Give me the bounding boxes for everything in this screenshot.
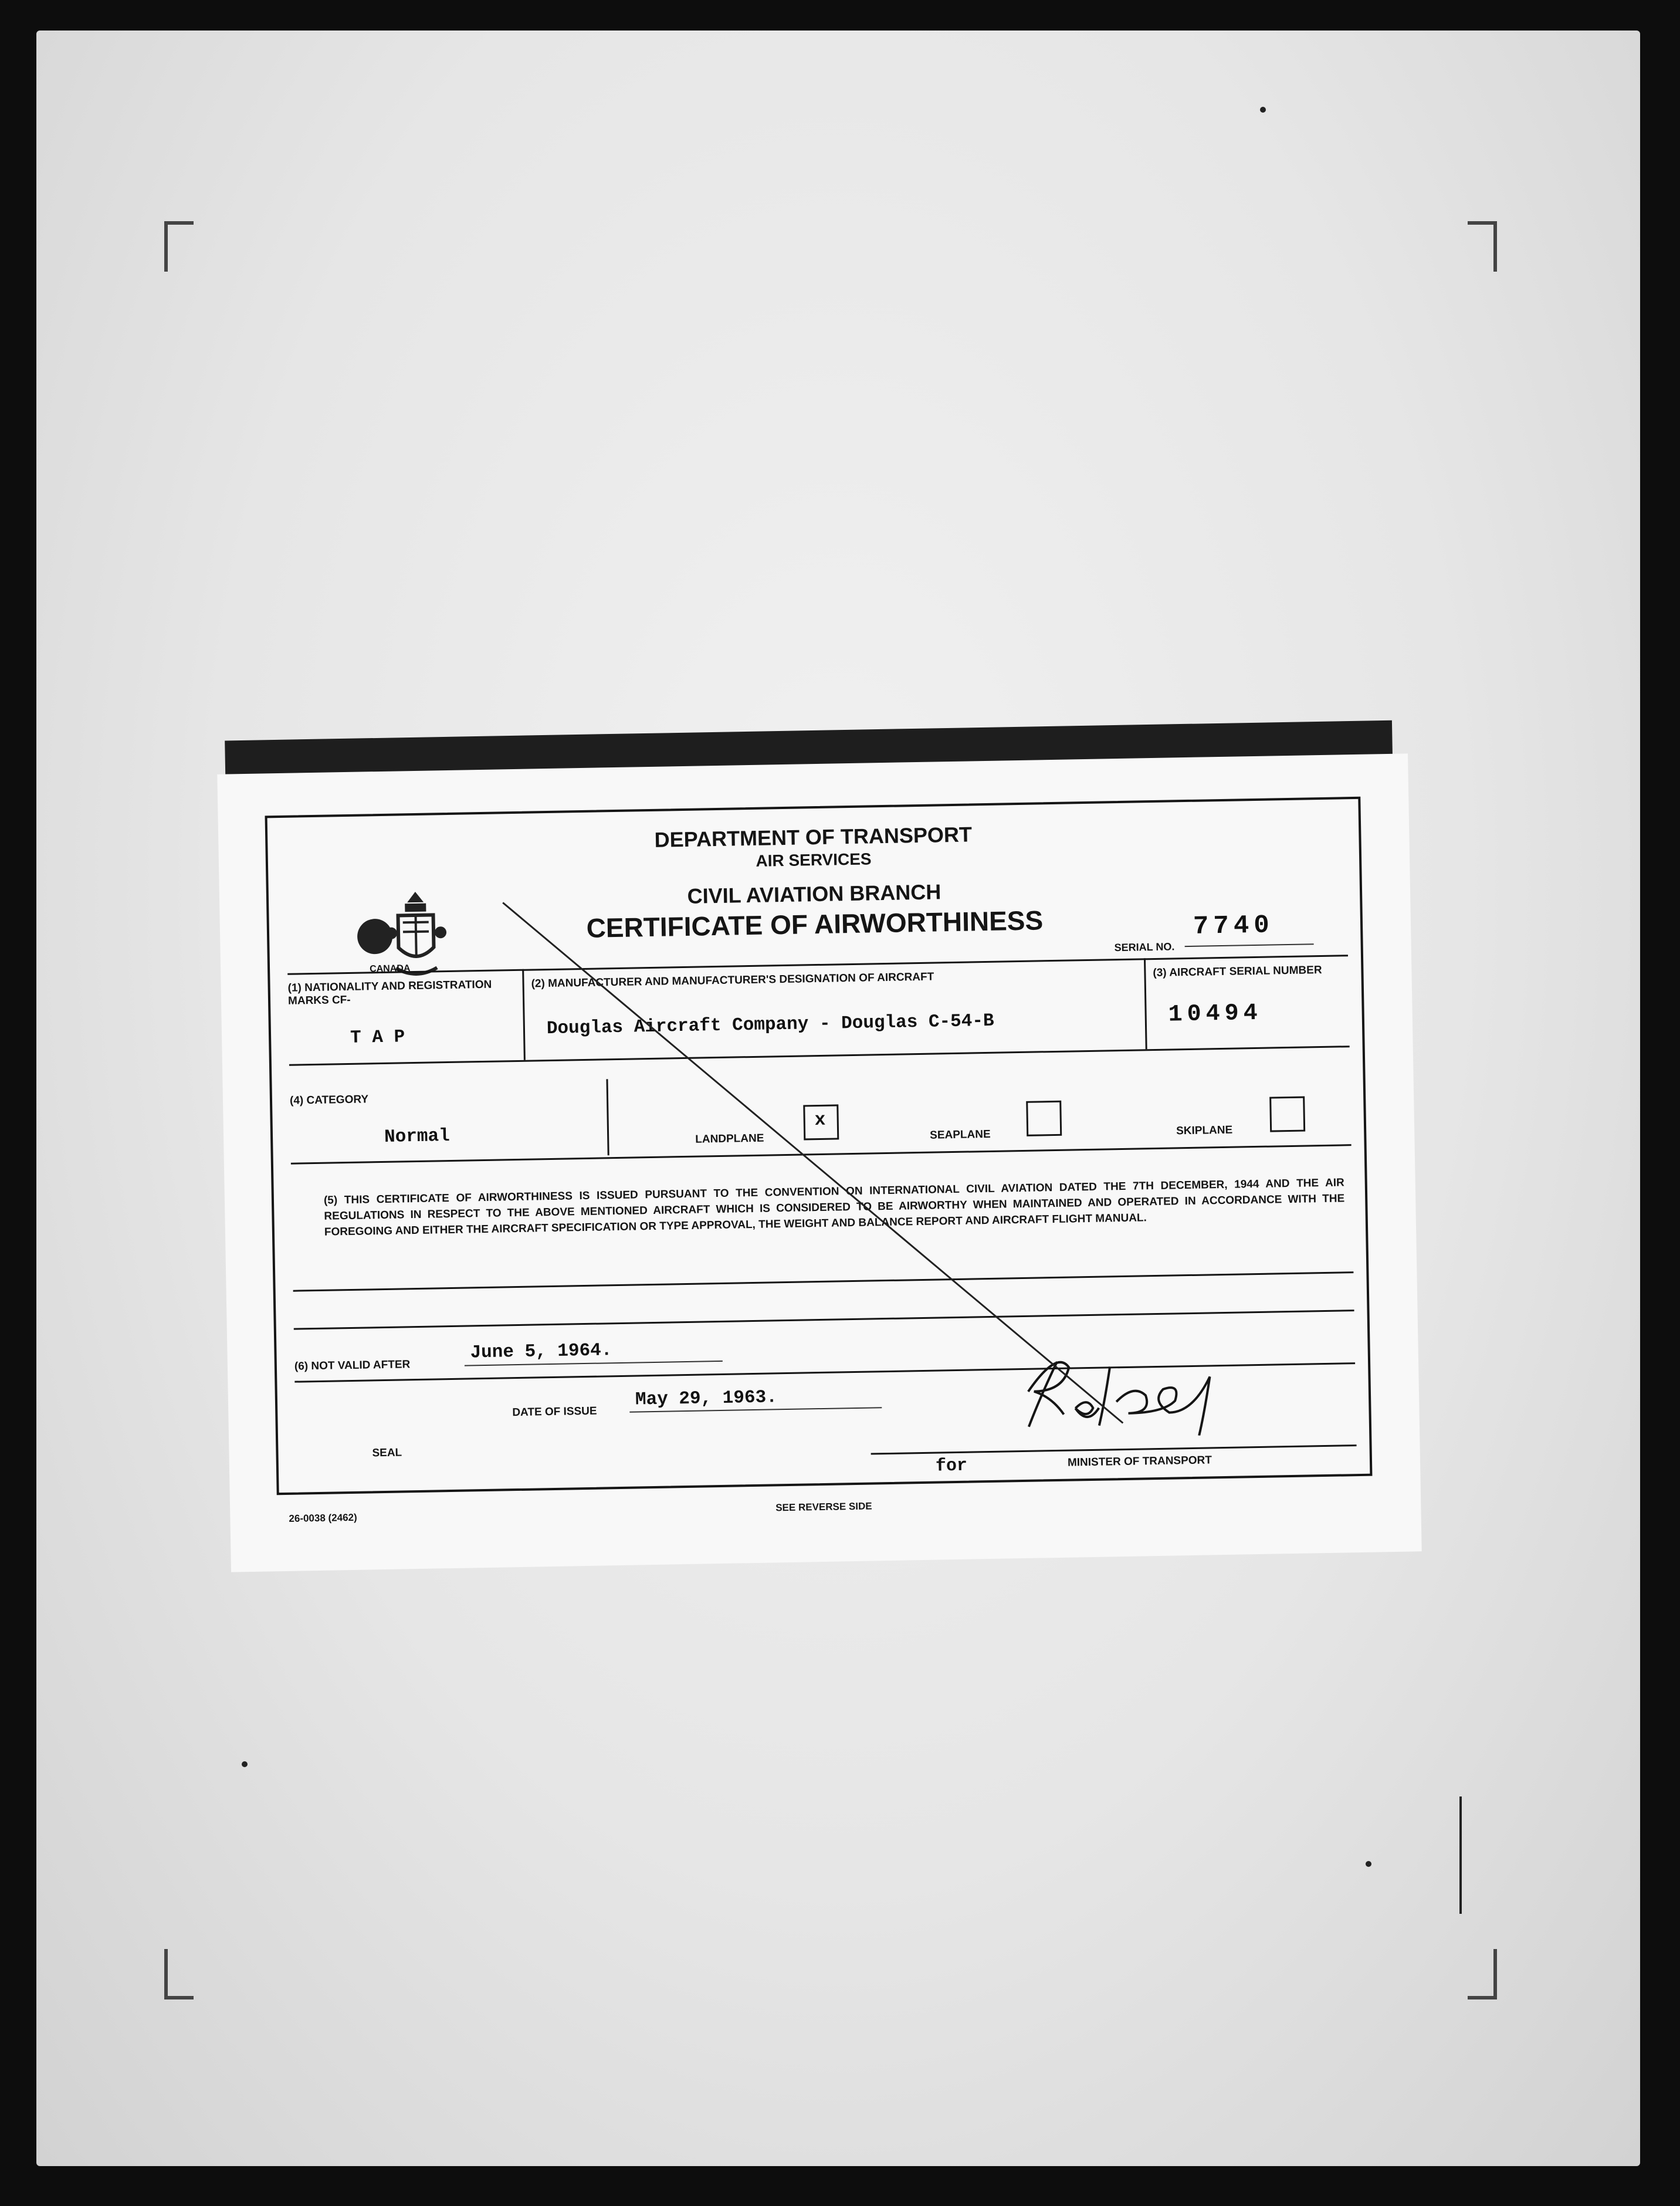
speck (1366, 1861, 1371, 1867)
certificate-frame (265, 797, 1373, 1495)
field-6-label: (6) NOT VALID AFTER (294, 1358, 411, 1373)
landplane-check-mark: x (814, 1109, 826, 1131)
rule-signature (871, 1444, 1357, 1454)
speck (242, 1761, 248, 1767)
seal-label: SEAL (372, 1446, 402, 1460)
minister-label: MINISTER OF TRANSPORT (1067, 1454, 1212, 1469)
field-1-label: (1) NATIONALITY AND REGISTRATION MARKS CF- (287, 978, 492, 1007)
margin-line (1459, 1796, 1462, 1914)
minister-signature (1010, 1341, 1258, 1439)
reverse-side-note: SEE REVERSE SIDE (775, 1500, 872, 1514)
crest-caption: CANADA (369, 963, 411, 975)
column-divider (522, 969, 526, 1060)
landplane-label: LANDPLANE (695, 1132, 764, 1146)
certificate-title: CERTIFICATE OF AIRWORTHINESS (586, 905, 1044, 943)
crop-mark-top-right (1468, 221, 1497, 272)
department-name: DEPARTMENT OF TRANSPORT (654, 822, 973, 852)
branch-name: CIVIL AVIATION BRANCH (687, 879, 941, 908)
issue-date: May 29, 1963. (635, 1387, 778, 1410)
field-5-statement: (5) THIS CERTIFICATE OF AIRWORTHINESS IS ISSUED PURSUANT TO THE CONVENTION ON INTERNATIONAL CIVIL AVIATION DATED THE 7TH DECEMBER, 1944 AND THE AIR REGULATIONS IN RESPECT TO THE ABOVE MENTIONED AIRCRAFT WHICH IS CONSIDERED TO BE AIRWORTHY WHEN MAINTAINED AND OPERATED IN ACCORDANCE WITH THE FOREGOING AND EITHER THE AIRCRAFT SPECIFICATION OR TYPE APPROVAL, THE WEIGHT AND BALANCE REPORT AND AIRCRAFT FLIGHT MANUAL. (323, 1176, 1345, 1239)
issue-date-label: DATE OF ISSUE (512, 1405, 597, 1419)
crop-mark-bottom-right (1468, 1949, 1497, 1999)
form-number: 26-0038 (2462) (289, 1511, 357, 1524)
for-text: for (935, 1456, 968, 1477)
registration-marks: T A P (350, 1027, 405, 1048)
serial-number: 7740 (1193, 911, 1275, 942)
seaplane-label: SEAPLANE (930, 1128, 991, 1142)
skiplane-checkbox[interactable] (1269, 1097, 1305, 1132)
rule-category (291, 1144, 1352, 1165)
rule-middle (289, 1046, 1350, 1066)
field-4-label: (4) CATEGORY (289, 1093, 369, 1107)
serial-label: SERIAL NO. (1114, 940, 1175, 954)
landplane-checkbox[interactable] (803, 1104, 839, 1140)
service-name: AIR SERVICES (756, 850, 872, 870)
seaplane-checkbox[interactable] (1026, 1101, 1062, 1136)
column-divider (1144, 958, 1147, 1049)
not-valid-after-date: June 5, 1964. (470, 1340, 612, 1363)
aircraft-serial-number: 10494 (1168, 1000, 1263, 1028)
field-2-label: (2) MANUFACTURER AND MANUFACTURER'S DESIGNATION OF AIRCRAFT (531, 970, 934, 990)
category-divider (606, 1079, 609, 1155)
rule-statement-1 (293, 1271, 1354, 1292)
field-3-label: (3) AIRCRAFT SERIAL NUMBER (1153, 964, 1322, 980)
serial-underline (1185, 943, 1314, 947)
skiplane-label: SKIPLANE (1176, 1124, 1233, 1138)
crop-mark-top-left (164, 221, 194, 272)
manufacturer-designation: Douglas Aircraft Company - Douglas C-54-B (546, 1010, 994, 1040)
rule-statement-2 (294, 1310, 1354, 1330)
airworthiness-certificate (217, 753, 1421, 1572)
crop-mark-bottom-left (164, 1949, 194, 1999)
speck (1260, 107, 1266, 113)
category-value: Normal (384, 1125, 451, 1148)
